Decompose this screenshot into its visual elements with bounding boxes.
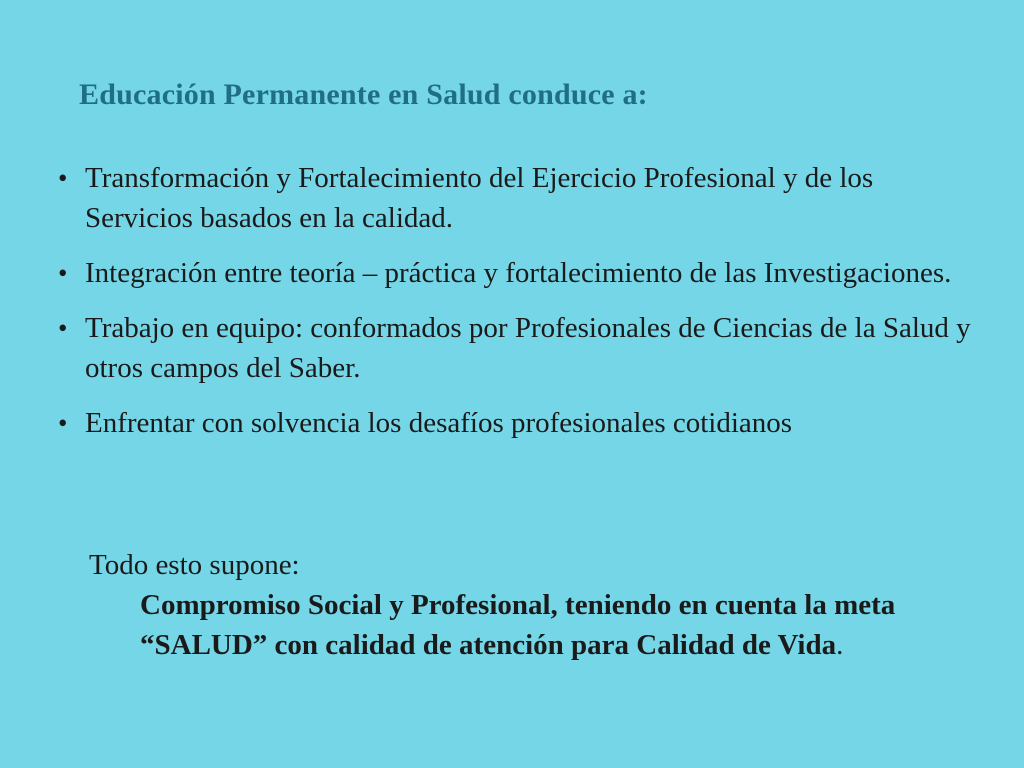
- summary-body-text: Compromiso Social y Profesional, teniendo en cuenta la meta “SALUD” con calidad de atención para Calidad de Vida: [140, 589, 896, 661]
- bullet-item: [58, 158, 978, 238]
- bullet-dot-icon: •: [58, 258, 68, 288]
- summary-block: [89, 545, 979, 665]
- summary-period: .: [836, 629, 844, 661]
- bullet-text: Integración entre teoría – práctica y fortalecimiento de las Investigaciones.: [85, 257, 952, 289]
- bullet-list: [58, 158, 978, 458]
- bullet-dot-icon: •: [58, 408, 68, 438]
- bullet-dot-icon: •: [58, 313, 68, 343]
- summary-intro: Todo esto supone:: [89, 549, 300, 581]
- bullet-item: [58, 253, 978, 293]
- bullet-text: Enfrentar con solvencia los desafíos profesionales cotidianos: [85, 407, 793, 439]
- summary-body: [140, 585, 970, 665]
- bullet-dot-icon: •: [58, 163, 68, 193]
- bullet-text: Transformación y Fortalecimiento del Ejercicio Profesional y de los Servicios basados en la calidad.: [85, 162, 874, 234]
- bullet-item: [58, 308, 978, 388]
- bullet-text: Trabajo en equipo: conformados por Profesionales de Ciencias de la Salud y otros campos del Saber.: [85, 312, 971, 384]
- slide-title: Educación Permanente en Salud conduce a:: [79, 78, 648, 111]
- bullet-item: [58, 403, 978, 443]
